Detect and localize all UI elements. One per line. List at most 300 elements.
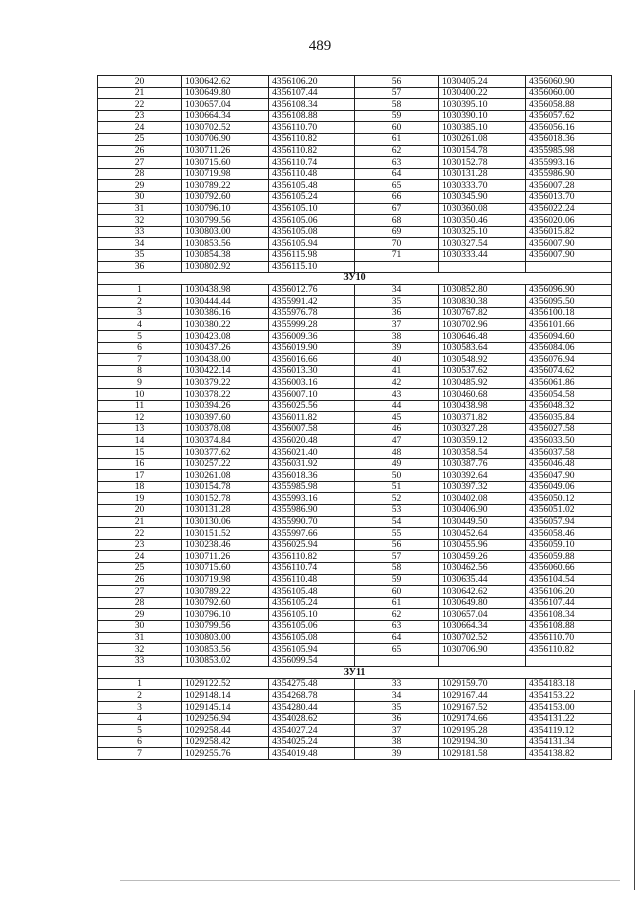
y-coordinate-cell: 4354153.22 (526, 690, 612, 702)
y-coordinate-cell: 4356110.48 (269, 168, 355, 180)
table-row (98, 76, 612, 88)
x-coordinate-cell: 1030422.14 (182, 365, 269, 377)
x-coordinate-cell: 1030154.78 (182, 481, 269, 493)
point-number-cell: 61 (355, 597, 439, 609)
x-coordinate-cell: 1030455.96 (439, 539, 526, 551)
point-number-cell: 28 (98, 597, 182, 609)
y-coordinate-cell: 4356020.48 (269, 435, 355, 447)
point-number-cell: 68 (355, 215, 439, 227)
x-coordinate-cell: 1030394.26 (182, 400, 269, 412)
x-coordinate-cell: 1030854.38 (182, 249, 269, 261)
section-header-row (98, 273, 612, 285)
x-coordinate-cell: 1029148.14 (182, 690, 269, 702)
y-coordinate-cell: 4354119.12 (526, 725, 612, 737)
table-row (98, 748, 612, 760)
y-coordinate-cell: 4356105.10 (269, 203, 355, 215)
x-coordinate-cell: 1030395.10 (439, 99, 526, 111)
x-coordinate-cell: 1030657.04 (182, 99, 269, 111)
table-row (98, 562, 612, 574)
point-number-cell: 6 (98, 736, 182, 748)
y-coordinate-cell: 4356110.74 (269, 157, 355, 169)
point-number-cell: 7 (98, 354, 182, 366)
x-coordinate-cell: 1030702.52 (182, 122, 269, 134)
point-number-cell: 45 (355, 412, 439, 424)
point-number-cell: 9 (98, 377, 182, 389)
y-coordinate-cell: 4356076.94 (526, 354, 612, 366)
y-coordinate-cell: 4354153.00 (526, 702, 612, 714)
x-coordinate-cell: 1030405.24 (439, 76, 526, 88)
x-coordinate-cell: 1029167.52 (439, 702, 526, 714)
x-coordinate-cell: 1030796.10 (182, 203, 269, 215)
y-coordinate-cell: 4356003.16 (269, 377, 355, 389)
table-row (98, 644, 612, 656)
coordinates-table (97, 75, 612, 760)
x-coordinate-cell: 1030664.34 (439, 620, 526, 632)
x-coordinate-cell: 1030657.04 (439, 609, 526, 621)
y-coordinate-cell: 4356013.70 (526, 191, 612, 203)
point-number-cell: 34 (355, 690, 439, 702)
y-coordinate-cell: 4356059.10 (526, 539, 612, 551)
x-coordinate-cell: 1030485.92 (439, 377, 526, 389)
x-coordinate-cell: 1030719.98 (182, 168, 269, 180)
y-coordinate-cell: 4356110.82 (269, 145, 355, 157)
y-coordinate-cell: 4356025.56 (269, 400, 355, 412)
point-number-cell: 16 (98, 458, 182, 470)
x-coordinate-cell: 1029255.76 (182, 748, 269, 760)
page-number: 489 (308, 38, 332, 54)
point-number-cell: 57 (355, 551, 439, 563)
y-coordinate-cell: 4356020.06 (526, 215, 612, 227)
y-coordinate-cell: 4356007.90 (526, 238, 612, 250)
point-number-cell: 10 (98, 389, 182, 401)
table-row (98, 87, 612, 99)
x-coordinate-cell: 1030350.46 (439, 215, 526, 227)
x-coordinate-cell: 1030802.92 (182, 261, 269, 273)
point-number-cell: 3 (98, 307, 182, 319)
point-number-cell: 15 (98, 447, 182, 459)
y-coordinate-cell: 4356009.36 (269, 331, 355, 343)
point-number-cell: 35 (355, 296, 439, 308)
point-number-cell: 21 (98, 516, 182, 528)
y-coordinate-cell: 4356056.16 (526, 122, 612, 134)
x-coordinate-cell: 1030664.34 (182, 110, 269, 122)
y-coordinate-cell: 4355985.98 (269, 481, 355, 493)
table-row (98, 249, 612, 261)
x-coordinate-cell: 1029167.44 (439, 690, 526, 702)
point-number-cell: 55 (355, 528, 439, 540)
y-coordinate-cell: 4356084.06 (526, 342, 612, 354)
point-number-cell: 66 (355, 191, 439, 203)
x-coordinate-cell: 1030796.10 (182, 609, 269, 621)
x-coordinate-cell: 1030386.16 (182, 307, 269, 319)
table-row (98, 238, 612, 250)
x-coordinate-cell: 1030767.82 (439, 307, 526, 319)
x-coordinate-cell: 1030799.56 (182, 215, 269, 227)
point-number-cell: 53 (355, 504, 439, 516)
table-row (98, 133, 612, 145)
table-row (98, 655, 612, 667)
y-coordinate-cell: 4354280.44 (269, 702, 355, 714)
x-coordinate-cell: 1030548.92 (439, 354, 526, 366)
point-number-cell: 56 (355, 76, 439, 88)
point-number-cell: 5 (98, 331, 182, 343)
x-coordinate-cell: 1030374.84 (182, 435, 269, 447)
x-coordinate-cell: 1030423.08 (182, 331, 269, 343)
x-coordinate-cell: 1030257.22 (182, 458, 269, 470)
x-coordinate-cell: 1030635.44 (439, 574, 526, 586)
x-coordinate-cell: 1030406.90 (439, 504, 526, 516)
table-row (98, 191, 612, 203)
y-coordinate-cell: 4356094.60 (526, 331, 612, 343)
point-number-cell: 21 (98, 87, 182, 99)
x-coordinate-cell: 1030371.82 (439, 412, 526, 424)
y-coordinate-cell: 4356007.90 (526, 249, 612, 261)
point-number-cell: 64 (355, 168, 439, 180)
point-number-cell: 48 (355, 447, 439, 459)
point-number-cell: 26 (98, 574, 182, 586)
y-coordinate-cell: 4356046.48 (526, 458, 612, 470)
point-number-cell: 29 (98, 609, 182, 621)
section-header-row (98, 667, 612, 679)
y-coordinate-cell: 4356049.06 (526, 481, 612, 493)
y-coordinate-cell: 4356054.58 (526, 389, 612, 401)
x-coordinate-cell: 1030452.64 (439, 528, 526, 540)
coordinates-table-body (98, 76, 612, 760)
point-number-cell: 28 (98, 168, 182, 180)
x-coordinate-cell: 1030789.22 (182, 180, 269, 192)
point-number-cell: 1 (98, 284, 182, 296)
y-coordinate-cell: 4355999.28 (269, 319, 355, 331)
y-coordinate-cell: 4356107.44 (269, 87, 355, 99)
y-coordinate-cell: 4356105.48 (269, 180, 355, 192)
y-coordinate-cell: 4355991.42 (269, 296, 355, 308)
point-number-cell: 8 (98, 365, 182, 377)
y-coordinate-cell: 4354028.62 (269, 713, 355, 725)
point-number-cell: 62 (355, 609, 439, 621)
point-number-cell: 23 (98, 539, 182, 551)
y-coordinate-cell: 4354027.24 (269, 725, 355, 737)
x-coordinate-cell: 1030333.44 (439, 249, 526, 261)
table-row (98, 284, 612, 296)
y-coordinate-cell: 4356051.02 (526, 504, 612, 516)
point-number-cell: 4 (98, 713, 182, 725)
x-coordinate-cell: 1030333.70 (439, 180, 526, 192)
x-coordinate-cell: 1030462.56 (439, 562, 526, 574)
point-number-cell: 41 (355, 365, 439, 377)
x-coordinate-cell: 1030642.62 (439, 586, 526, 598)
table-row (98, 168, 612, 180)
table-row (98, 481, 612, 493)
point-number-cell: 22 (98, 99, 182, 111)
y-coordinate-cell: 4356033.50 (526, 435, 612, 447)
x-coordinate-cell: 1030345.90 (439, 191, 526, 203)
y-coordinate-cell: 4354268.78 (269, 690, 355, 702)
y-coordinate-cell: 4356025.94 (269, 539, 355, 551)
y-coordinate-cell: 4356095.50 (526, 296, 612, 308)
x-coordinate-cell: 1030130.06 (182, 516, 269, 528)
x-coordinate-cell: 1030702.52 (439, 632, 526, 644)
y-coordinate-cell: 4356101.66 (526, 319, 612, 331)
y-coordinate-cell: 4355993.16 (526, 157, 612, 169)
x-coordinate-cell: 1029258.44 (182, 725, 269, 737)
x-coordinate-cell: 1030537.62 (439, 365, 526, 377)
x-coordinate-cell: 1030799.56 (182, 620, 269, 632)
x-coordinate-cell: 1030397.60 (182, 412, 269, 424)
table-row (98, 122, 612, 134)
table-row (98, 516, 612, 528)
table-row (98, 342, 612, 354)
table-row (98, 99, 612, 111)
point-number-cell: 33 (98, 226, 182, 238)
x-coordinate-cell: 1030152.78 (439, 157, 526, 169)
point-number-cell: 58 (355, 562, 439, 574)
x-coordinate-cell: 1029159.70 (439, 678, 526, 690)
point-number-cell: 39 (355, 342, 439, 354)
point-number-cell: 59 (355, 110, 439, 122)
x-coordinate-cell: 1030402.08 (439, 493, 526, 505)
y-coordinate-cell: 4356104.54 (526, 574, 612, 586)
table-row (98, 713, 612, 725)
y-coordinate-cell: 4356057.94 (526, 516, 612, 528)
x-coordinate-cell: 1030379.22 (182, 377, 269, 389)
y-coordinate-cell: 4356047.90 (526, 470, 612, 482)
point-number-cell: 6 (98, 342, 182, 354)
y-coordinate-cell: 4356105.24 (269, 191, 355, 203)
y-coordinate-cell: 4356105.94 (269, 238, 355, 250)
y-coordinate-cell: 4356110.70 (269, 122, 355, 134)
x-coordinate-cell: 1029195.28 (439, 725, 526, 737)
point-number-cell: 27 (98, 157, 182, 169)
point-number-cell: 18 (98, 481, 182, 493)
point-number-cell: 54 (355, 516, 439, 528)
x-coordinate-cell: 1029145.14 (182, 702, 269, 714)
point-number-cell: 25 (98, 562, 182, 574)
y-coordinate-cell: 4355993.16 (269, 493, 355, 505)
point-number-cell: 17 (98, 470, 182, 482)
x-coordinate-cell: 1030387.76 (439, 458, 526, 470)
x-coordinate-cell: 1030853.56 (182, 644, 269, 656)
table-row (98, 528, 612, 540)
table-row (98, 377, 612, 389)
x-coordinate-cell: 1030154.78 (439, 145, 526, 157)
table-row (98, 458, 612, 470)
point-number-cell: 58 (355, 99, 439, 111)
x-coordinate-cell: 1029258.42 (182, 736, 269, 748)
y-coordinate-cell: 4356022.24 (526, 203, 612, 215)
table-row (98, 470, 612, 482)
y-coordinate-cell: 4356074.62 (526, 365, 612, 377)
y-coordinate-cell: 4356007.58 (269, 423, 355, 435)
y-coordinate-cell: 4356105.08 (269, 226, 355, 238)
point-number-cell: 27 (98, 586, 182, 598)
y-coordinate-cell: 4356018.36 (269, 470, 355, 482)
point-number-cell: 7 (98, 748, 182, 760)
y-coordinate-cell: 4354183.18 (526, 678, 612, 690)
y-coordinate-cell: 4356059.88 (526, 551, 612, 563)
y-coordinate-cell: 4356115.10 (269, 261, 355, 273)
table-row (98, 423, 612, 435)
point-number-cell: 65 (355, 180, 439, 192)
x-coordinate-cell: 1030358.54 (439, 447, 526, 459)
y-coordinate-cell: 4356110.74 (269, 562, 355, 574)
y-coordinate-cell: 4356018.36 (526, 133, 612, 145)
x-coordinate-cell: 1030711.26 (182, 145, 269, 157)
x-coordinate-cell: 1030359.12 (439, 435, 526, 447)
table-row (98, 539, 612, 551)
y-coordinate-cell (526, 655, 612, 667)
x-coordinate-cell: 1030830.38 (439, 296, 526, 308)
point-number-cell: 52 (355, 493, 439, 505)
y-coordinate-cell: 4356015.82 (526, 226, 612, 238)
y-coordinate-cell: 4354138.82 (526, 748, 612, 760)
x-coordinate-cell: 1030380.22 (182, 319, 269, 331)
y-coordinate-cell: 4356035.84 (526, 412, 612, 424)
point-number-cell: 30 (98, 191, 182, 203)
y-coordinate-cell: 4354131.22 (526, 713, 612, 725)
y-coordinate-cell: 4356012.76 (269, 284, 355, 296)
y-coordinate-cell: 4356050.12 (526, 493, 612, 505)
y-coordinate-cell: 4356060.90 (526, 76, 612, 88)
x-coordinate-cell: 1030151.52 (182, 528, 269, 540)
point-number-cell: 13 (98, 423, 182, 435)
y-coordinate-cell: 4355990.70 (269, 516, 355, 528)
x-coordinate-cell: 1030715.60 (182, 562, 269, 574)
y-coordinate-cell: 4356058.88 (526, 99, 612, 111)
y-coordinate-cell: 4356110.82 (269, 133, 355, 145)
point-number-cell (355, 261, 439, 273)
point-number-cell: 69 (355, 226, 439, 238)
table-row (98, 261, 612, 273)
point-number-cell: 60 (355, 122, 439, 134)
x-coordinate-cell: 1030583.64 (439, 342, 526, 354)
table-row (98, 597, 612, 609)
y-coordinate-cell: 4356100.18 (526, 307, 612, 319)
y-coordinate-cell: 4355986.90 (526, 168, 612, 180)
x-coordinate-cell: 1030702.96 (439, 319, 526, 331)
point-number-cell: 14 (98, 435, 182, 447)
table-row (98, 504, 612, 516)
x-coordinate-cell: 1030238.46 (182, 539, 269, 551)
page-bottom-line (120, 880, 620, 881)
x-coordinate-cell: 1030438.98 (439, 400, 526, 412)
x-coordinate-cell: 1030803.00 (182, 226, 269, 238)
point-number-cell: 33 (355, 678, 439, 690)
x-coordinate-cell: 1030152.78 (182, 493, 269, 505)
y-coordinate-cell: 4356105.10 (269, 609, 355, 621)
table-row (98, 110, 612, 122)
y-coordinate-cell: 4356096.90 (526, 284, 612, 296)
y-coordinate-cell: 4356110.82 (269, 551, 355, 563)
y-coordinate-cell: 4354275.48 (269, 678, 355, 690)
x-coordinate-cell: 1030378.22 (182, 389, 269, 401)
x-coordinate-cell: 1030649.80 (439, 597, 526, 609)
y-coordinate-cell: 4356115.98 (269, 249, 355, 261)
table-row (98, 586, 612, 598)
x-coordinate-cell: 1030131.28 (182, 504, 269, 516)
x-coordinate-cell: 1029256.94 (182, 713, 269, 725)
y-coordinate-cell: 4356110.70 (526, 632, 612, 644)
y-coordinate-cell: 4356037.58 (526, 447, 612, 459)
x-coordinate-cell: 1030852.80 (439, 284, 526, 296)
point-number-cell: 60 (355, 586, 439, 598)
x-coordinate-cell: 1030261.08 (182, 470, 269, 482)
point-number-cell: 32 (98, 644, 182, 656)
point-number-cell: 63 (355, 620, 439, 632)
point-number-cell: 36 (355, 713, 439, 725)
x-coordinate-cell: 1029122.52 (182, 678, 269, 690)
table-row (98, 620, 612, 632)
point-number-cell: 3 (98, 702, 182, 714)
table-row (98, 551, 612, 563)
table-row (98, 690, 612, 702)
x-coordinate-cell: 1030385.10 (439, 122, 526, 134)
point-number-cell: 24 (98, 551, 182, 563)
section-title: ЗУ11 (98, 667, 612, 679)
point-number-cell (355, 655, 439, 667)
x-coordinate-cell: 1029181.58 (439, 748, 526, 760)
x-coordinate-cell: 1030437.26 (182, 342, 269, 354)
y-coordinate-cell: 4356027.58 (526, 423, 612, 435)
point-number-cell: 39 (355, 748, 439, 760)
x-coordinate-cell: 1030646.48 (439, 331, 526, 343)
x-coordinate-cell: 1030803.00 (182, 632, 269, 644)
table-row (98, 365, 612, 377)
x-coordinate-cell: 1030715.60 (182, 157, 269, 169)
y-coordinate-cell: 4355976.78 (269, 307, 355, 319)
x-coordinate-cell: 1030360.08 (439, 203, 526, 215)
y-coordinate-cell: 4356021.40 (269, 447, 355, 459)
point-number-cell: 33 (98, 655, 182, 667)
y-coordinate-cell: 4356108.34 (269, 99, 355, 111)
y-coordinate-cell: 4356060.00 (526, 87, 612, 99)
table-row (98, 296, 612, 308)
x-coordinate-cell: 1030444.44 (182, 296, 269, 308)
y-coordinate-cell: 4356007.28 (526, 180, 612, 192)
y-coordinate-cell: 4356110.48 (269, 574, 355, 586)
point-number-cell: 20 (98, 504, 182, 516)
y-coordinate-cell: 4356108.88 (269, 110, 355, 122)
x-coordinate-cell: 1030390.10 (439, 110, 526, 122)
x-coordinate-cell: 1030642.62 (182, 76, 269, 88)
x-coordinate-cell: 1030131.28 (439, 168, 526, 180)
y-coordinate-cell: 4354019.48 (269, 748, 355, 760)
y-coordinate-cell: 4356105.48 (269, 586, 355, 598)
x-coordinate-cell: 1030706.90 (439, 644, 526, 656)
table-row (98, 632, 612, 644)
table-row (98, 389, 612, 401)
x-coordinate-cell: 1030400.22 (439, 87, 526, 99)
y-coordinate-cell: 4354131.34 (526, 736, 612, 748)
table-row (98, 180, 612, 192)
point-number-cell: 5 (98, 725, 182, 737)
x-coordinate-cell: 1030397.32 (439, 481, 526, 493)
y-coordinate-cell: 4356019.90 (269, 342, 355, 354)
section-title: ЗУ10 (98, 273, 612, 285)
x-coordinate-cell: 1030438.00 (182, 354, 269, 366)
point-number-cell: 37 (355, 319, 439, 331)
table-row (98, 412, 612, 424)
y-coordinate-cell: 4356107.44 (526, 597, 612, 609)
point-number-cell: 4 (98, 319, 182, 331)
point-number-cell: 71 (355, 249, 439, 261)
table-row (98, 157, 612, 169)
point-number-cell: 37 (355, 725, 439, 737)
table-row (98, 226, 612, 238)
y-coordinate-cell: 4356048.32 (526, 400, 612, 412)
point-number-cell: 47 (355, 435, 439, 447)
point-number-cell: 49 (355, 458, 439, 470)
x-coordinate-cell: 1029194.30 (439, 736, 526, 748)
